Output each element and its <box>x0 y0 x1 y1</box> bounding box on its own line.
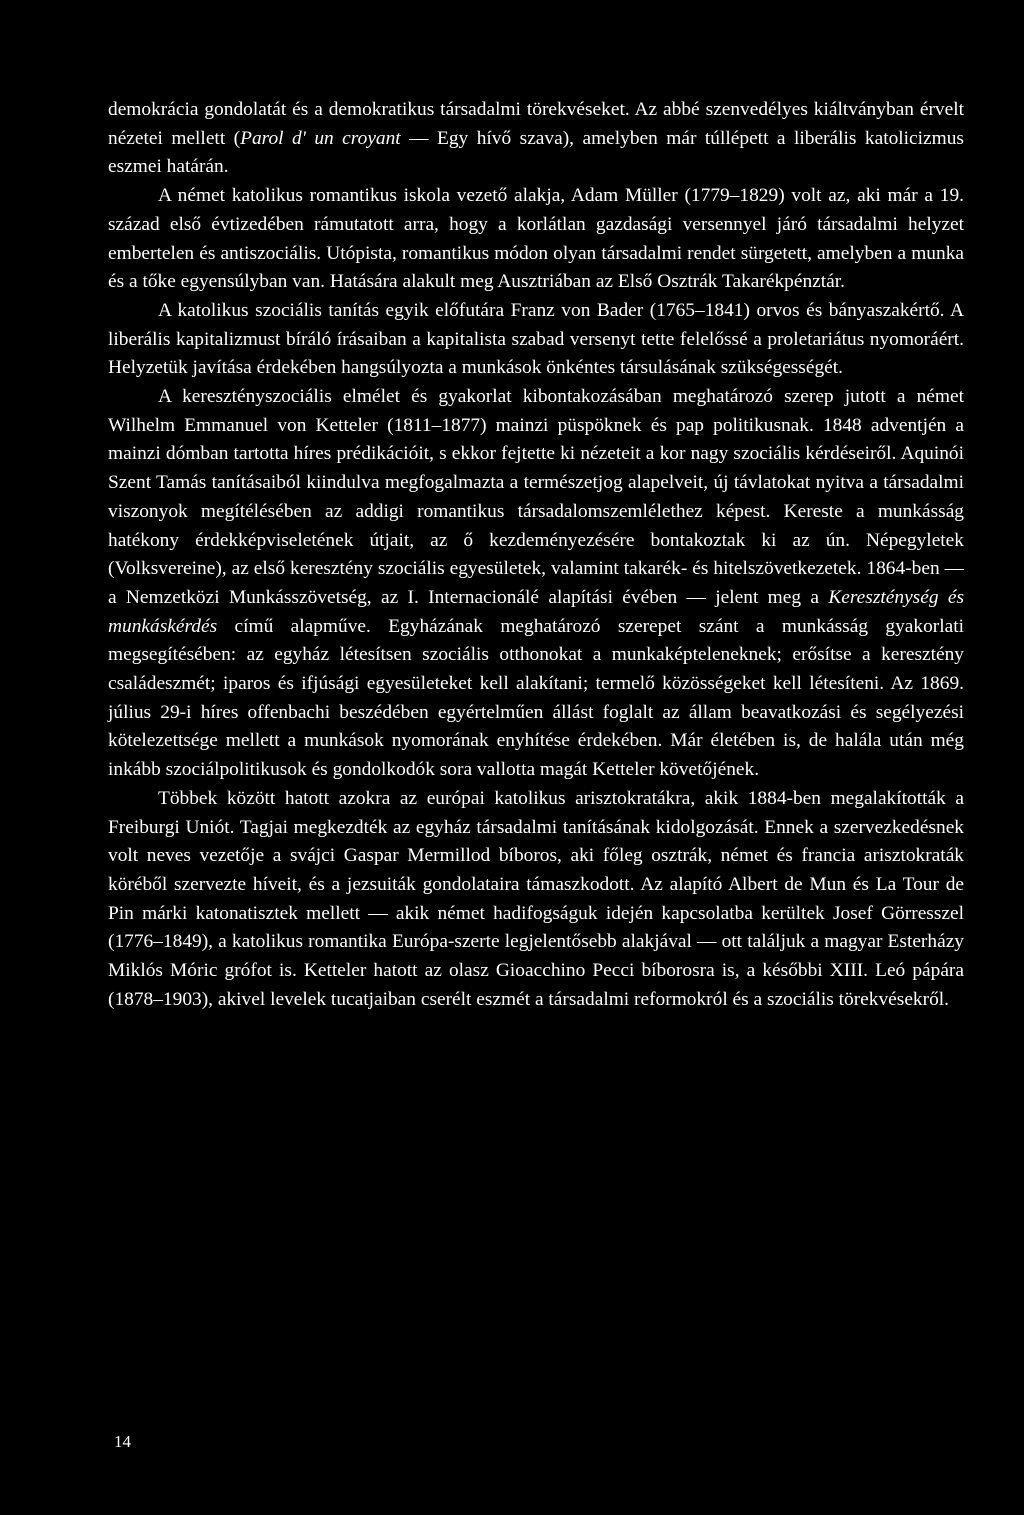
paragraph <box>108 96 964 182</box>
text-run: Többek között hatott azokra az európai katolikus arisztokratákra, akik 1884-ben megalakították a Freiburgi Uniót. Tagjai megkezdték az egyház társadalmi tanításának kidolgozását. Ennek a szervezkedésnek volt neves vezetője a svájci Gaspar Mermillod bíboros, aki főleg osztrák, német és francia arisztokraták köréből szervezte híveit, és a jezsuiták gondolataira támaszkodott. Az alapító Albert de Mun és La Tour de Pin márki katonatisztek mellett — akik német hadifogságuk idején kapcsolatba kerültek Josef Görresszel (1776–1849), a katolikus romantika Európa-szerte legjelentősebb alakjával — ott találjuk a magyar Esterházy Miklós Móric grófot is. Ketteler hatott az olasz Gioacchino Pecci bíborosra is, a későbbi XIII. Leó pápára (1878–1903), akivel levelek tucatjaiban cserélt eszmét a társadalmi reformokról és a szociális törekvésekről. <box>108 787 964 1010</box>
text-run: A keresztényszociális elmélet és gyakorlat kibontakozásában meghatározó szerep jutott a német Wilhelm Emmanuel von Ketteler (1811–1877) mainzi püspöknek és pap politikusnak. 1848 adventjén a mainzi dómban tartotta híres prédikációit, s ekkor fejtette ki nézeteit a kor nagy szociális kérdéseiről. Aquinói Szent Tamás tanításaiból kiindulva megfogalmazta a természetjog alapelveit, új távlatokat nyitva a társadalmi viszonyok megítélésében az addigi romantikus társadalomszemlélethez képest. Kereste a munkásság hatékony érdekképviseletének útjait, az ő kezdeményezésére bontakoztak ki az ún. Népegyletek (Volksvereine), az első keresztény szociális egyesületek, valamint takarék- és hitelszövetkezetek. 1864-ben — a Nemzetközi Munkásszövetség, az I. Internacionálé alapítási évében — jelent meg a <box>108 386 964 608</box>
page-number: 14 <box>114 1432 131 1451</box>
text-run: A német katolikus romantikus iskola vezető alakja, Adam Müller (1779–1829) volt az, aki már a 19. század első évtizedében rámutatott arra, hogy a korlátlan gazdasági versennyel járó társadalmi helyzet embertelen és antiszociális. Utópista, romantikus módon olyan társadalmi rendet sürgetett, amelyben a munka és a tőke egyensúlyban van. Hatására alakult meg Ausztriában az Első Osztrák Takarékpénztár. <box>108 185 964 293</box>
text-run: — Egy hívő szava), amelyben már túllépett a liberális katolicizmus eszmei határán. <box>108 127 964 178</box>
paragraph <box>108 297 964 383</box>
italic-title: Kereszténység és munkáskérdés <box>108 586 965 637</box>
text-run: demokrácia gondolatát és a demokratikus társadalmi törekvéseket. Az abbé szenvedélyes kiáltványban érvelt nézetei mellett ( <box>108 99 964 149</box>
text-run: című alapműve. Egyházának meghatározó szerepet szánt a munkásság gyakorlati megsegítésében: az egyház létesítsen szociális otthonokat a munkaképteleneknek; erősítse a keresztény családeszmét; iparos és ifjúsági egyesületeket kell alakítani; termelő közösségeket kell létesíteni. Az 1869. július 29-i híres offenbachi beszédében egyértelműen állást foglalt az állam beavatkozási és segélyezési kötelezettsége mellett a munkások nyomorának enyhítése érdekében. Már életében is, de halála után még inkább szociálpolitikusok és gondolkodók sora vallotta magát Ketteler követőjének. <box>108 615 964 781</box>
text-run: A katolikus szociális tanítás egyik előfutára Franz von Bader (1765–1841) orvos és bányaszakértő. A liberális kapitalizmust bíráló írásaiban a kapitalista szabad versenyt tette felelőssé a proletariátus nyomoráért. Helyzetük javítása érdekében hangsúlyozta a munkások önkéntes társulásának szükségességét. <box>108 299 964 379</box>
page-body <box>108 96 964 1015</box>
paragraph <box>108 785 964 1015</box>
italic-title: Parol d' un croyant <box>240 127 401 149</box>
paragraph <box>108 182 964 297</box>
paragraph <box>108 383 964 785</box>
